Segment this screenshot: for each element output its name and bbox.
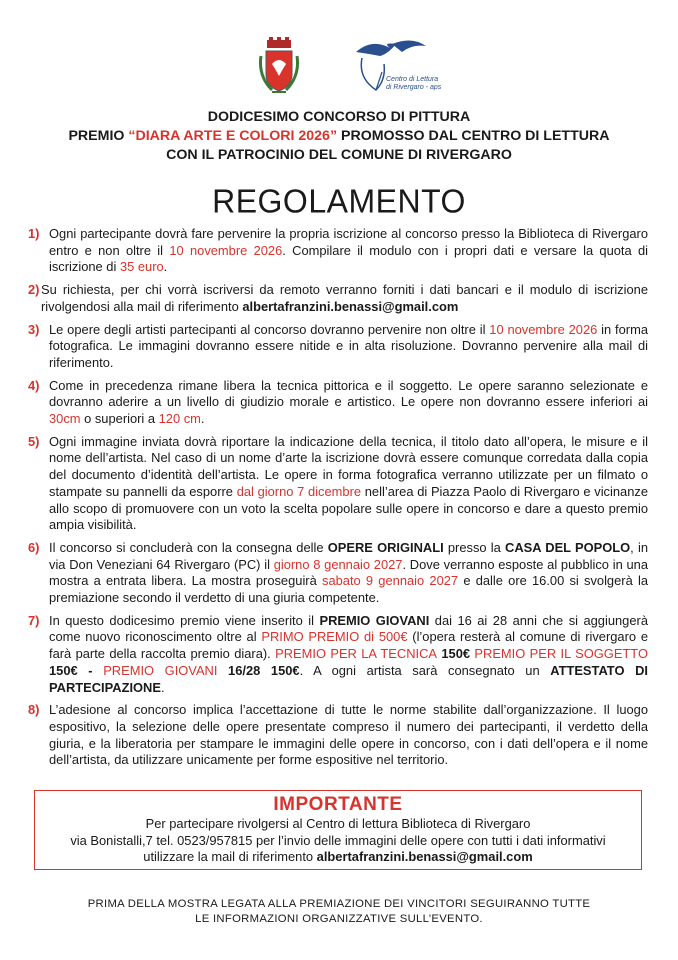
- rule-text: Il concorso si concluderà con la consegna delle: [49, 539, 328, 555]
- rule-number: 5): [28, 433, 40, 449]
- rule-text: Ogni immagine inviata dovrà riportare la indicazione della tecnica, il titolo dato all’opera, le misure e il nome dell’artista. Nel caso di un nome d’arte la iscrizione dovrà essere comunque corredata dalla copia del documento d’identità dell’artista. Le opere in forma fotografica verranno utilizzate per un filmato o stampate su pannelli da esporre: [49, 433, 648, 499]
- rule-5: [28, 434, 648, 534]
- rule-text: .: [163, 259, 168, 275]
- rule-text: In questo dodicesimo premio viene inserito il: [49, 612, 320, 628]
- header-line2-pre: PREMIO: [68, 128, 129, 144]
- important-line3-text: utilizzare la mail di riferimento: [143, 849, 317, 864]
- rule-number: 2): [28, 282, 40, 298]
- rule-number: 1): [28, 226, 40, 241]
- rule-text: Ogni partecipante dovrà fare pervenire la propria iscrizione al concorso presso la Biblioteca di Rivergaro entro e non oltre il: [49, 226, 648, 258]
- important-line2: via Bonistalli,7 tel. 0523/957815 per l’invio delle immagini delle opere con tutti i dati informativi: [70, 832, 606, 848]
- venue-name: CASA DEL POPOLO: [505, 539, 631, 555]
- important-line3: [35, 849, 641, 866]
- rule-6: [28, 540, 648, 607]
- exhibition-date: dal giorno 7 dicembre: [236, 483, 362, 499]
- rule-text: .: [200, 411, 205, 427]
- rule-1: [28, 226, 648, 276]
- important-box: [34, 790, 642, 870]
- rule-text: o superiori a: [80, 411, 159, 427]
- header-line1: DODICESIMO CONCORSO DI PITTURA: [207, 109, 471, 125]
- association-name: [386, 76, 441, 92]
- subject-prize-value: 150€ -: [49, 662, 104, 678]
- rule-number: 3): [28, 321, 40, 337]
- participation-certificate: ATTESTATO DI PARTECIPAZIONE: [49, 662, 648, 695]
- contest-name: “DIARA ARTE E COLORI 2026”: [128, 128, 338, 144]
- deadline-date: 10 novembre 2026: [169, 242, 283, 258]
- award-date: sabato 9 gennaio 2027: [322, 573, 459, 589]
- rule-text: e dalle ore 16.00 si svolgerà la premiazione secondo il verdetto di una giuria competente.: [49, 573, 648, 606]
- bird-book-logo-icon: [352, 34, 462, 104]
- important-title: IMPORTANTE: [273, 794, 403, 815]
- rule-text: (l’opera resterà al comune di rivergaro e farà parte della raccolta premio diara).: [49, 629, 649, 662]
- rule-3: [28, 322, 648, 372]
- association-name-line2: di Rivergaro - aps: [386, 84, 442, 91]
- rule-number: 6): [28, 539, 40, 555]
- contact-email[interactable]: albertafranzini.benassi@gmail.com: [242, 298, 459, 314]
- max-size: 120 cm: [158, 411, 201, 427]
- rule-text: nell’area di Piazza Paolo di Rivergaro e vicinanze allo scopo di promuovere con un voto la scelta popolare sulle opere in concorso e dare a questo premio ampia visibilità.: [49, 483, 648, 533]
- page-title: REGOLAMENTO: [212, 182, 466, 220]
- rule-8: [28, 702, 648, 769]
- deadline-date: 10 novembre 2026: [489, 321, 598, 337]
- association-name-line1: Centro di Lettura: [386, 76, 439, 83]
- logos-bar: [0, 34, 678, 104]
- delivery-date: giorno 8 gennaio 2027: [273, 556, 403, 572]
- rule-number: 4): [28, 377, 40, 393]
- important-line1: Per partecipare rivolgersi al Centro di lettura Biblioteca di Rivergaro: [145, 816, 531, 831]
- footer-line2: LE INFORMAZIONI ORGANIZZATIVE SULL’EVENTO.: [195, 912, 483, 925]
- municipal-crest-icon: [258, 36, 300, 96]
- rule-2: [28, 282, 648, 315]
- rules-list: [28, 226, 648, 775]
- header-line2-post: PROMOSSO DAL CENTRO DI LETTURA: [337, 128, 610, 144]
- first-prize: PRIMO PREMIO di 500€: [261, 629, 408, 645]
- rule-text: . Dove verranno esposte al pubblico in una mostra a entrata libera. La mostra proseguirà: [49, 556, 648, 589]
- contest-header: [0, 108, 678, 165]
- rule-number: 7): [28, 612, 40, 628]
- rule-text: in forma fotografica. Le immagini dovranno essere nitide e in alta risoluzione. Dovranno pervenire alla mail di riferimento.: [49, 321, 648, 370]
- header-line2: [0, 127, 678, 146]
- rule-text: Su richiesta, per chi vorrà iscriversi da remoto verranno forniti i dati bancari e il modulo di iscrizione rivolgendosi alla mail di riferimento: [41, 282, 648, 314]
- rule-text: L’adesione al concorso implica l’accettazione di tutte le norme stabilite dall’organizzazione. Il luogo espositivo, la selezione delle opere presentate compreso il numero dei partecipanti, il verdetto della giuria, e la liberatoria per stampare le immagini delle opere in concorso, con i dati dell’opera e il nome dell’artista, da utilizzare unicamente per forme espositive nel territorio.: [49, 702, 648, 768]
- rule-text: . Compilare il modulo con i propri dati e versare la quota di iscrizione di: [49, 242, 649, 275]
- footer-line1: PRIMA DELLA MOSTRA LEGATA ALLA PREMIAZIONE DEI VINCITORI SEGUIRANNO TUTTE: [87, 898, 591, 910]
- rule-text: dai 16 ai 28 anni che si aggiungerà come nuovo riconoscimento oltre al: [49, 612, 648, 645]
- footer-note: [0, 897, 678, 926]
- min-size: 30cm: [49, 411, 81, 427]
- subject-prize: PREMIO PER IL SOGGETTO: [474, 646, 648, 662]
- rule-text: Le opere degli artisti partecipanti al concorso dovranno pervenire non oltre il: [49, 321, 490, 337]
- rule-text: Come in precedenza rimane libera la tecnica pittorica e il soggetto. Le opere saranno selezionate e dovranno aderire a un livello di giudizio morale e artistico. Le opere non dovranno essere inferiori ai: [49, 377, 648, 410]
- youth-prize: PREMIO GIOVANI: [319, 612, 430, 628]
- original-works: OPERE ORIGINALI: [327, 539, 444, 555]
- important-email[interactable]: albertafranzini.benassi@gmail.com: [316, 849, 533, 864]
- rule-text: presso la: [443, 539, 506, 555]
- rule-4: [28, 378, 648, 428]
- rule-text: . A ogni artista sarà consegnato un: [299, 662, 551, 678]
- youth-prize-2: PREMIO GIOVANI: [103, 662, 218, 678]
- fee-amount: 35 euro: [119, 259, 164, 275]
- rule-7: [28, 613, 648, 697]
- rule-text: , in via Don Veneziani 64 Rivergaro (PC) il: [49, 539, 648, 572]
- technique-prize: PREMIO PER LA TECNICA: [275, 646, 437, 662]
- header-line3: CON IL PATROCINIO DEL COMUNE DI RIVERGARO: [166, 147, 512, 163]
- rule-number: 8): [28, 702, 40, 718]
- technique-prize-value: 150€: [437, 646, 475, 662]
- youth-prize-value: 16/28 150€: [217, 662, 300, 678]
- rule-text: .: [160, 679, 165, 695]
